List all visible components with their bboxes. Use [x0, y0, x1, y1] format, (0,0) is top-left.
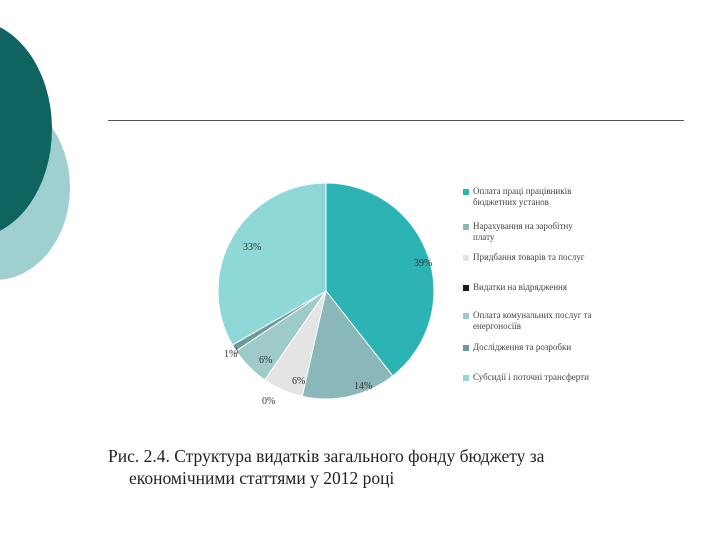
legend-swatch: [463, 255, 469, 261]
legend-item: [463, 372, 623, 383]
pie-data-label: 6%: [259, 355, 273, 366]
pie-data-label: 6%: [292, 376, 306, 387]
legend-item: [463, 310, 603, 332]
legend-label: Дослідження та розробки: [473, 342, 572, 352]
pie-data-label: 33%: [243, 242, 262, 253]
legend-item: [463, 342, 623, 353]
pie-data-label: 39%: [414, 258, 433, 269]
pie-data-label: 14%: [354, 381, 373, 392]
pie-data-label: 0%: [262, 396, 276, 407]
legend-item: [463, 221, 593, 243]
legend-swatch: [463, 285, 469, 291]
legend-item: [463, 186, 598, 208]
legend-item: [463, 252, 623, 263]
legend-swatch: [463, 224, 469, 230]
legend-swatch: [463, 345, 469, 351]
legend-label: Оплата комунальних послуг та енергоносіїв: [473, 310, 592, 331]
legend-swatch: [463, 375, 469, 381]
legend-label: Придбання товарів та послуг: [473, 252, 585, 262]
legend-label: Видатки на відрядження: [473, 282, 568, 292]
legend-label: Нарахування на заробітну плату: [473, 221, 573, 242]
pie-data-label: 1%: [224, 349, 238, 360]
legend-item: [463, 282, 623, 293]
figure-caption: [108, 445, 648, 489]
legend-swatch: [463, 313, 469, 319]
legend-label: Оплата праці працівників бюджетних установ: [473, 186, 572, 207]
legend-swatch: [463, 189, 469, 195]
caption-line-2: економічними статтями у 2012 році: [129, 468, 395, 488]
legend-label: Субсидії і поточні трансферти: [473, 372, 589, 382]
caption-line-1: Рис. 2.4. Структура видатків загального фонду бюджету за: [108, 446, 545, 466]
